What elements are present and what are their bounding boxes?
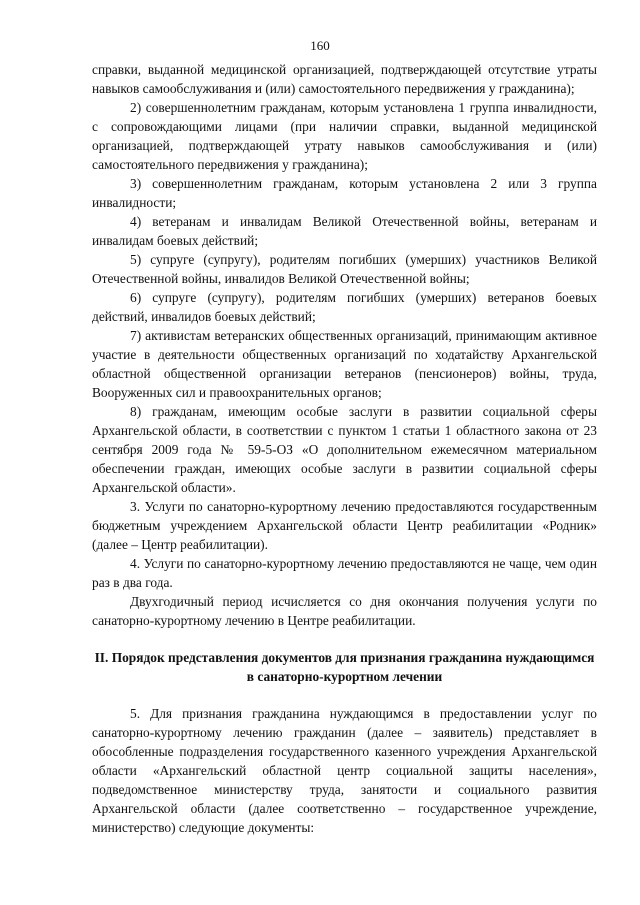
paragraph-clause-3: 3. Услуги по санаторно-курортному лечению предоставляются государственным бюджетным учреждением Архангельской области Центр реабилитации «Родник» (далее – Центр реабилитации). [92, 499, 597, 552]
list-item-8: 8) гражданам, имеющим особые заслуги в развитии социальной сферы Архангельской области, в соответствии с пунктом 1 статьи 1 областного закона от 23 сентября 2009 года № 59-5-ОЗ «О дополнительном ежемесячном материальном обеспечении граждан, имеющих особые заслуги в развитии социальной сферы Архангельской области». [92, 404, 597, 495]
paragraph-clause-5: 5. Для признания гражданина нуждающимся в предоставлении услуг по санаторно-курортному лечению гражданин (далее – заявитель) представляет в обособленные подразделения государственного казенного учреждения Архангельской области «Архангельский областной центр социальной защиты населения», подведомственное министерству труда, занятости и социального развития Архангельской области (далее соответственно – государственное учреждение, министерство) следующие документы: [92, 706, 597, 835]
list-item-2: 2) совершеннолетним гражданам, которым установлена 1 группа инвалидности, с сопровождающими лицами (при наличии справки, выданной медицинской организацией, подтверждающей утрату навыков самообслуживания и (или) самостоятельного передвижения у гражданина); [92, 100, 597, 172]
list-item-3: 3) совершеннолетним гражданам, которым установлена 2 или 3 группа инвалидности; [92, 176, 597, 210]
paragraph-clause-4: 4. Услуги по санаторно-курортному лечению предоставляются не чаще, чем один раз в два года. [92, 556, 597, 590]
paragraph-continuation: справки, выданной медицинской организацией, подтверждающей отсутствие утраты навыков самообслуживания и (или) самостоятельного передвижения у гражданина); [92, 62, 597, 96]
paragraph-two-year-period: Двухгодичный период исчисляется со дня окончания получения услуги по санаторно-курортному лечению в Центре реабилитации. [92, 594, 597, 628]
page-number: 160 [310, 38, 330, 53]
list-item-4: 4) ветеранам и инвалидам Великой Отечественной войны, ветеранам и инвалидам боевых действий; [92, 214, 597, 248]
list-item-5: 5) супруге (супругу), родителям погибших (умерших) участников Великой Отечественной войны, инвалидов Великой Отечественной войны; [92, 252, 597, 286]
list-item-7: 7) активистам ветеранских общественных организаций, принимающим активное участие в деятельности общественных организаций по ходатайству Архангельской областной общественной организации ветеранов (пенсионеров) войны, труда, Вооруженных сил и правоохранительных органов; [92, 328, 597, 400]
document-body [92, 60, 597, 837]
list-item-6: 6) супруге (супругу), родителям погибших (умерших) ветеранов боевых действий, инвалидов боевых действий; [92, 290, 597, 324]
section-heading: II. Порядок представления документов для признания гражданина нуждающимся в санаторно-курортном лечении [94, 650, 595, 684]
